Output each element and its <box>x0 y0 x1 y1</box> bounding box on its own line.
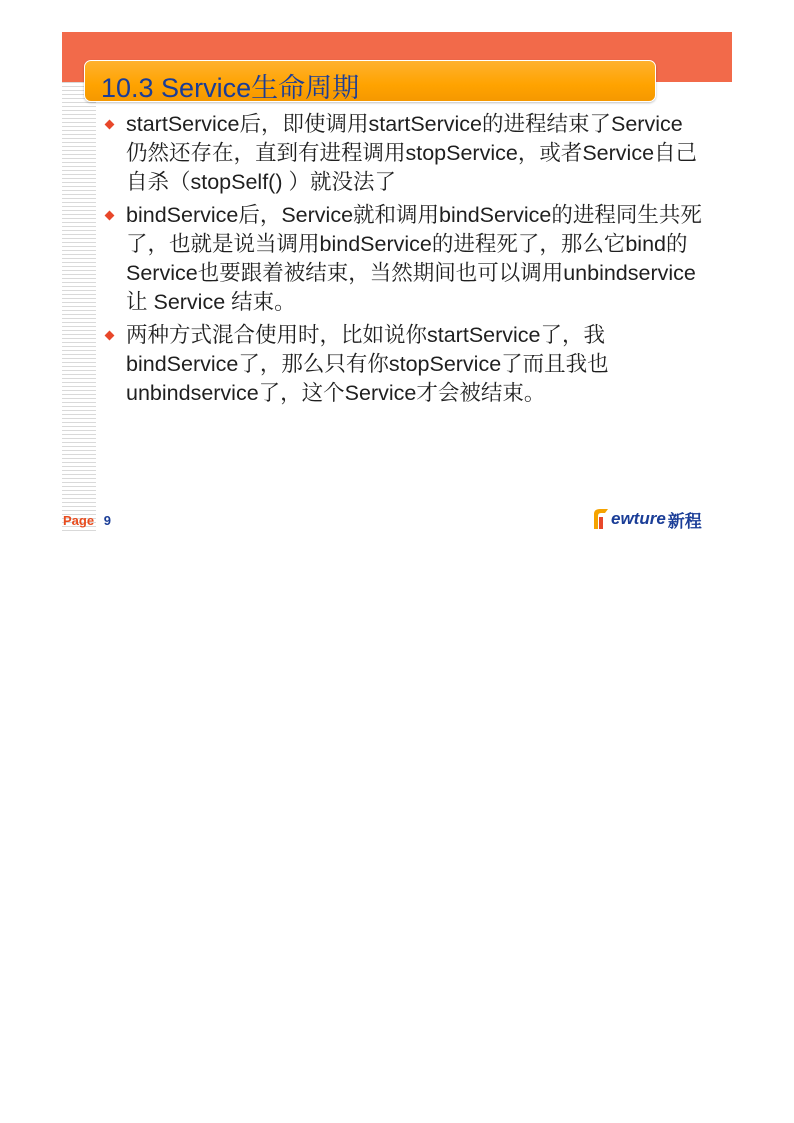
slide <box>0 0 794 545</box>
page-number <box>63 513 111 528</box>
logo-cn-text: 新程 <box>667 511 702 532</box>
diamond-bullet-icon <box>105 331 115 341</box>
page-label: Page <box>63 513 95 528</box>
brand-logo <box>592 505 732 533</box>
slide-title: 10.3 Service生命周期 <box>101 73 360 103</box>
bullet-item <box>102 201 702 317</box>
bullet-list <box>102 110 702 412</box>
logo-text: ewture <box>611 509 666 528</box>
bullet-text: 两种方式混合使用时，比如说你startService了，我bindService了，那么只有你stopService了而且我也unbindservice了，这个Service才会被结束。 <box>126 323 609 405</box>
logo-mark-icon <box>592 507 610 531</box>
diamond-bullet-icon <box>105 211 115 221</box>
bullet-item <box>102 321 702 408</box>
page-number-value: 9 <box>103 513 111 528</box>
bullet-text: startService后，即使调用startService的进程结束了Service仍然还存在，直到有进程调用stopService，或者Service自己自杀（stopSelf() ）就没法了 <box>126 112 698 194</box>
decorative-stripes <box>62 82 96 532</box>
bullet-item <box>102 110 702 197</box>
bullet-text: bindService后，Service就和调用bindService的进程同生共死了，也就是说当调用bindService的进程死了，那么它bind的Service也要跟着被结束，当然期间也可以调用unbindservice让 Service 结束。 <box>126 203 702 314</box>
diamond-bullet-icon <box>105 120 115 130</box>
title-box <box>84 60 656 102</box>
